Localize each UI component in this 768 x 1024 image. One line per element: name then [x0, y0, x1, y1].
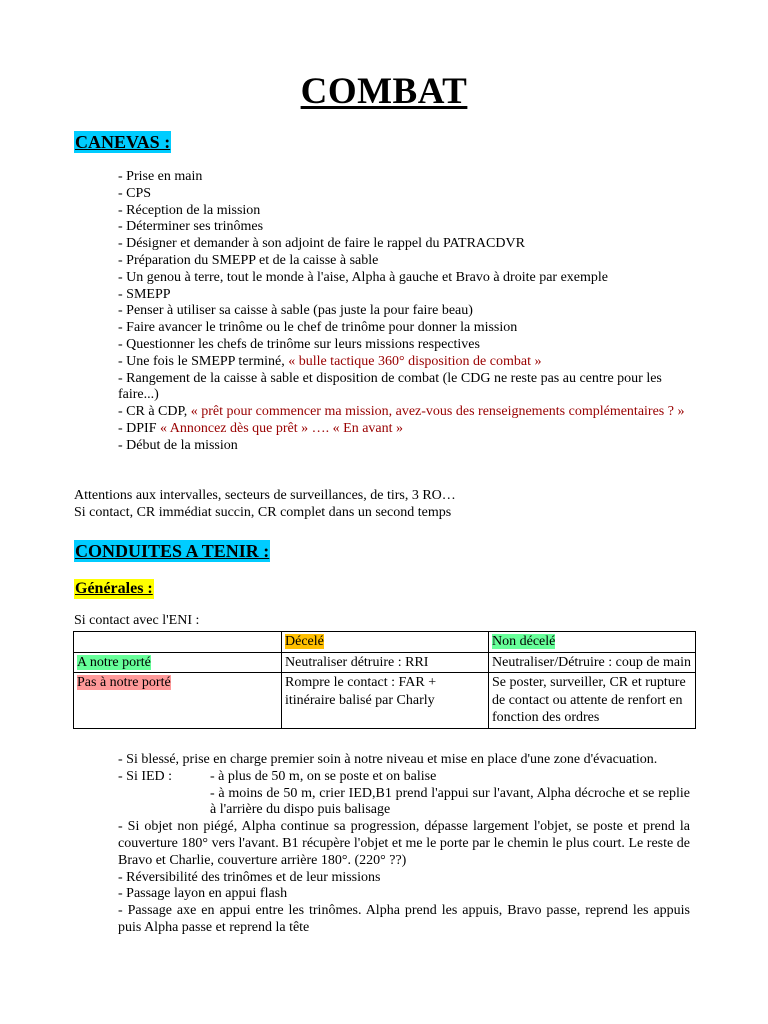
row-label-cell: [74, 673, 282, 729]
list-item: - Début de la mission: [118, 437, 238, 453]
list-item: - Une fois le SMEPP terminé, « bulle tactique 360° disposition de combat »: [118, 353, 542, 369]
row-label: Pas à notre porté: [77, 675, 171, 690]
table-header-cell: [489, 632, 696, 653]
table-cell: Neutraliser détruire : RRI: [282, 652, 489, 673]
quote-text: « bulle tactique 360° disposition de combat »: [288, 353, 542, 369]
row-label-cell: [74, 652, 282, 673]
table-cell: Se poster, surveiller, CR et rupture de contact ou attente de renfort en fonction des ordres: [489, 673, 696, 729]
ied-moins-50: - à moins de 50 m, crier IED,B1 prend l'appui sur l'avant, Alpha décroche et se replie à l'arrière du dispo puis balisage: [210, 785, 690, 818]
quote-text: « Annoncez dès que prêt » …. « En avant »: [160, 420, 404, 436]
list-item: - Réception de la mission: [118, 202, 261, 218]
canevas-list: [118, 169, 698, 455]
note-contact: Si contact, CR immédiat succin, CR complet dans un second temps: [74, 505, 452, 520]
list-item: - Préparation du SMEPP et de la caisse à sable: [118, 252, 379, 268]
objet-text: - Si objet non piégé, Alpha continue sa progression, dépasse largement l'objet, se poste et prend la couverture 180° vers l'avant. B1 récupère l'objet et me le porte par le chemin le plus court. Le reste de Bravo et Charlie, couverture arrière 180°. (220° ??): [118, 819, 690, 868]
list-item: - SMEPP: [118, 286, 171, 302]
row-label: A notre porté: [77, 654, 151, 670]
col-decele: Décelé: [285, 634, 324, 649]
table-row: [74, 652, 696, 673]
page-title: COMBAT: [300, 71, 468, 112]
blesse-text: - Si blessé, prise en charge premier soin à notre niveau et mise en place d'une zone d'évacuation.: [118, 752, 658, 767]
list-item: - Rangement de la caisse à sable et disposition de combat (le CDG ne reste pas au centre pour les faire...): [118, 370, 662, 403]
list-item: - Déterminer ses trinômes: [118, 219, 264, 235]
table-header-row: [74, 632, 696, 653]
generales-heading: Générales :: [75, 580, 153, 597]
contact-table: [73, 631, 696, 729]
table-cell: Rompre le contact : FAR + itinéraire balisé par Charly: [282, 673, 489, 729]
reversibilite-text: - Réversibilité des trinômes et de leur missions: [118, 869, 381, 885]
conduites-details: [118, 752, 690, 937]
table-cell: Neutraliser/Détruire : coup de main: [489, 652, 696, 673]
ied-item: [118, 786, 690, 820]
list-item: - DPIF « Annoncez dès que prêt » …. « En avant »: [118, 420, 404, 436]
list-item: - Prise en main: [118, 169, 203, 184]
canevas-heading: CANEVAS :: [75, 132, 171, 152]
contact-intro: Si contact avec l'ENI :: [74, 613, 200, 628]
list-item: - Désigner et demander à son adjoint de faire le rappel du PATRACDVR: [118, 236, 525, 252]
passage-layon-text: - Passage layon en appui flash: [118, 886, 288, 902]
table-cell-empty: [74, 632, 282, 653]
table-header-cell: [282, 632, 489, 653]
list-item: - CPS: [118, 185, 152, 201]
table-row: [74, 673, 696, 729]
list-item: - Questionner les chefs de trinôme sur leurs missions respectives: [118, 336, 480, 352]
list-item: - Faire avancer le trinôme ou le chef de trinôme pour donner la mission: [118, 320, 518, 336]
note-intervals: Attentions aux intervalles, secteurs de surveillances, de tirs, 3 RO…: [74, 488, 456, 503]
ied-label: - Si IED :: [118, 768, 173, 784]
list-item: - Penser à utiliser sa caisse à sable (pas juste la pour faire beau): [118, 303, 473, 319]
list-item: - CR à CDP, « prêt pour commencer ma mission, avez-vous des renseignements complémentaires ? »: [118, 404, 685, 420]
col-non-decele: Non décelé: [492, 634, 556, 649]
conduites-heading: CONDUITES A TENIR :: [75, 541, 270, 561]
ied-plus-50: - à plus de 50 m, on se poste et on balise: [210, 768, 437, 784]
list-item: - Un genou à terre, tout le monde à l'aise, Alpha à gauche et Bravo à droite par exemple: [118, 269, 608, 285]
ied-item: [118, 769, 690, 786]
passage-axe-text: - Passage axe en appui entre les trinômes. Alpha prend les appuis, Bravo passe, reprend les appuis puis Alpha passe et reprend la tête: [118, 903, 690, 935]
quote-text: « prêt pour commencer ma mission, avez-vous des renseignements complémentaires ? »: [190, 404, 685, 420]
